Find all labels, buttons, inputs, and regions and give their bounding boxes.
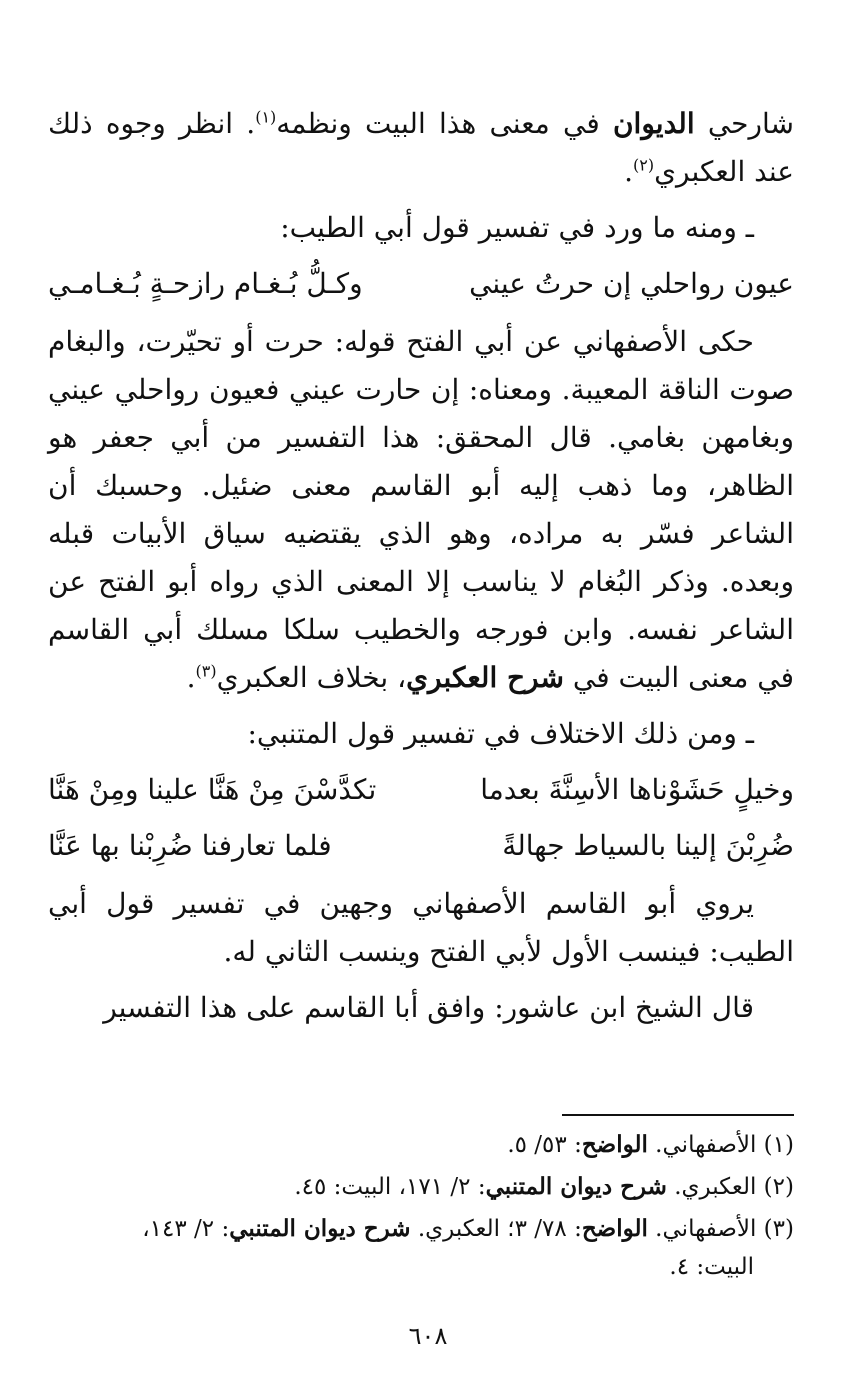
- verse-second-hemistich: فلما تعارفنا ضُرِبْنا بها عَنَّا: [48, 829, 332, 862]
- text-run: : ٥٣/ ٥.: [507, 1132, 582, 1158]
- paragraph-3: يروي أبو القاسم الأصفهاني وجهين في تفسير قول أبي الطيب: فينسب الأول لأبي الفتح وينسب الثاني له.: [48, 887, 794, 968]
- verse-second-hemistich: تكدَّسْنَ مِنْ هَنَّا علينا ومِنْ هَنَّا: [48, 773, 377, 806]
- footnote-1: [48, 1126, 794, 1164]
- footnote-ref-3[interactable]: (٣): [195, 661, 217, 681]
- text-run: العكبري.: [666, 1174, 764, 1200]
- text-run: .: [624, 155, 634, 188]
- text-run: الأصفهاني.: [647, 1216, 764, 1242]
- footnote-ref-2[interactable]: (٢): [633, 155, 655, 175]
- footnote-separator: [562, 1114, 794, 1116]
- bold-term: الواضح: [581, 1131, 648, 1158]
- page-body: [48, 100, 794, 1032]
- verse-first-hemistich: ضُرِبْنَ إلينا بالسياط جهالةً: [502, 829, 794, 862]
- footnote-3: [48, 1210, 794, 1286]
- text-run: : ٧٨/ ٣؛ العكبري.: [410, 1216, 582, 1242]
- verse-line: [48, 766, 794, 814]
- footnote-continuation: البيت: ٤.: [669, 1254, 754, 1280]
- bold-term: الواضح: [581, 1215, 648, 1242]
- footnote-number: (١): [763, 1132, 794, 1158]
- footnote-ref-1[interactable]: (١): [255, 107, 277, 127]
- footnotes: [48, 1126, 794, 1290]
- text-run: شارحي: [694, 107, 795, 140]
- bold-term: شرح ديوان المتنبي: [485, 1173, 667, 1200]
- list-item-2: ـ ومن ذلك الاختلاف في تفسير قول المتنبي:: [247, 717, 754, 750]
- text-run: الأصفهاني.: [647, 1132, 764, 1158]
- paragraph-4: قال الشيخ ابن عاشور: وافق أبا القاسم على هذا التفسير: [103, 991, 754, 1024]
- footnote-2: [48, 1168, 794, 1206]
- text-run: .: [186, 661, 196, 694]
- text-run: في معنى هذا البيت ونظمه: [276, 107, 613, 140]
- verse-line: [48, 260, 794, 308]
- bold-term: الديوان: [612, 107, 695, 140]
- verse-block-2: [48, 766, 794, 870]
- text-run: حكى الأصفهاني عن أبي الفتح قوله: حرت أو تحيّرت، والبغام صوت الناقة المعيبة. ومعناه: إن حارت عيني فعيون رواحلي عيني وبغامهن بغامي. قال المحقق: هذا التفسير من أبي جعفر هو الظاهر، وما ذهب إليه أبو القاسم معنى ضئيل. وحسبك أن الشاعر فسّر به مراده، وهو الذي يقتضيه سياق الأبيات قبله وبعده. وذكر البُغام لا يناسب إلا المعنى الذي رواه أبو الفتح عن الشاعر نفسه. وابن فورجه والخطيب سلكا مسلك أبي القاسم في معنى البيت في: [48, 325, 794, 694]
- text-run: . انظر وجوه ذلك عند العكبري: [48, 107, 794, 188]
- footnote-number: (٢): [763, 1174, 794, 1200]
- verse-first-hemistich: وخيلٍ حَشَوْناها الأسِنَّةَ بعدما: [480, 773, 794, 806]
- verse-first-hemistich: عيون رواحلي إن حرتُ عيني: [469, 267, 794, 300]
- page-number: ٦٠٨: [408, 1322, 448, 1350]
- text-run: : ٢/ ١٧١، البيت: ٤٥.: [294, 1174, 486, 1200]
- verse-line: [48, 822, 794, 870]
- text-run: : ٢/ ١٤٣،: [142, 1216, 230, 1242]
- paragraph-1: [48, 100, 794, 196]
- footnote-number: (٣): [763, 1216, 794, 1242]
- paragraph-2: [48, 318, 794, 702]
- verse-second-hemistich: وكـلُّ بُـغـام رازحـةٍ بُـغـامـي: [48, 267, 363, 300]
- list-item-1: ـ ومنه ما ورد في تفسير قول أبي الطيب:: [280, 211, 754, 244]
- bold-term: شرح ديوان المتنبي: [229, 1215, 411, 1242]
- verse-block-1: [48, 260, 794, 308]
- text-run: ، بخلاف العكبري: [216, 661, 407, 694]
- bold-term: شرح العكبري: [406, 661, 564, 694]
